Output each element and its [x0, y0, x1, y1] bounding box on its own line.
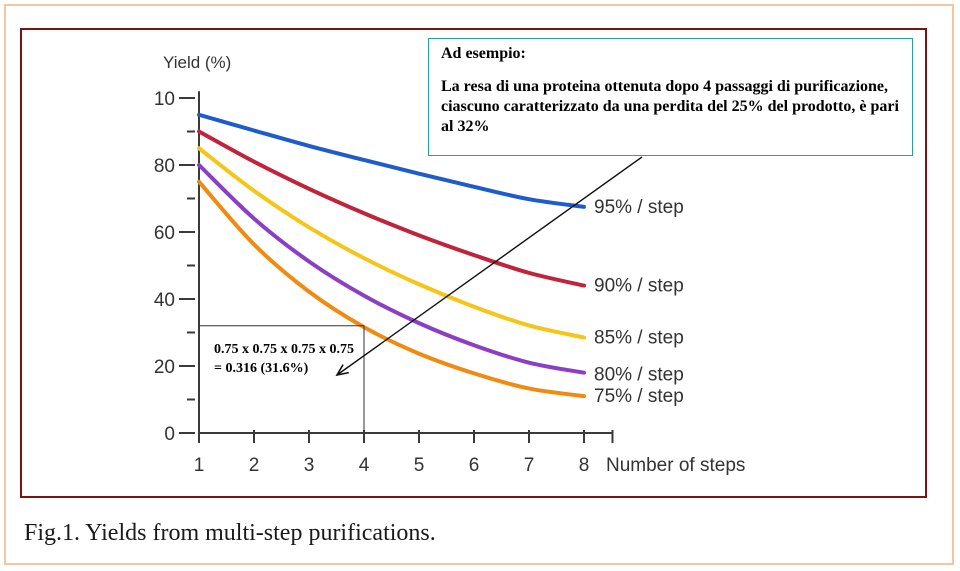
- y-axis-label: Yield (%): [163, 53, 232, 72]
- series-labels: [594, 197, 684, 407]
- x-tick-label: 5: [413, 455, 425, 476]
- series-label: 75% / step: [594, 386, 684, 408]
- figure-caption: Fig.1. Yields from multi-step purifications.: [24, 520, 436, 546]
- example-note-box: [428, 38, 913, 156]
- note-text: La resa di una proteina ottenuta dopo 4 passaggi di purificazione, ciascuno caratterizzato da una perdita del 25% del prodotto, è pari al 32%: [441, 78, 899, 135]
- y-tick-label: 60: [153, 223, 175, 244]
- note-heading: Ad esempio:: [441, 45, 526, 62]
- y-tick-label: 20: [153, 357, 175, 378]
- y-tick-label: 0: [164, 424, 175, 445]
- x-tick-label: 7: [523, 455, 535, 476]
- y-tick-label: 10: [153, 89, 175, 110]
- y-tick-label: 80: [153, 156, 175, 177]
- y-tick-label: 40: [153, 290, 175, 311]
- series-label: 95% / step: [594, 196, 684, 218]
- x-tick-label: 6: [468, 455, 480, 476]
- calculation-text: 0.75 x 0.75 x 0.75 x 0.75 = 0.316 (31.6%): [214, 342, 354, 376]
- x-tick-label: 3: [303, 455, 315, 476]
- series-label: 90% / step: [594, 275, 684, 297]
- x-tick-label: 8: [578, 455, 590, 476]
- series-label: 85% / step: [594, 327, 684, 349]
- x-tick-label: 4: [358, 455, 370, 476]
- x-axis-label: Number of steps: [606, 455, 746, 476]
- x-tick-label: 2: [248, 455, 260, 476]
- x-tick-label: 1: [193, 455, 205, 476]
- series-label: 80% / step: [594, 364, 684, 386]
